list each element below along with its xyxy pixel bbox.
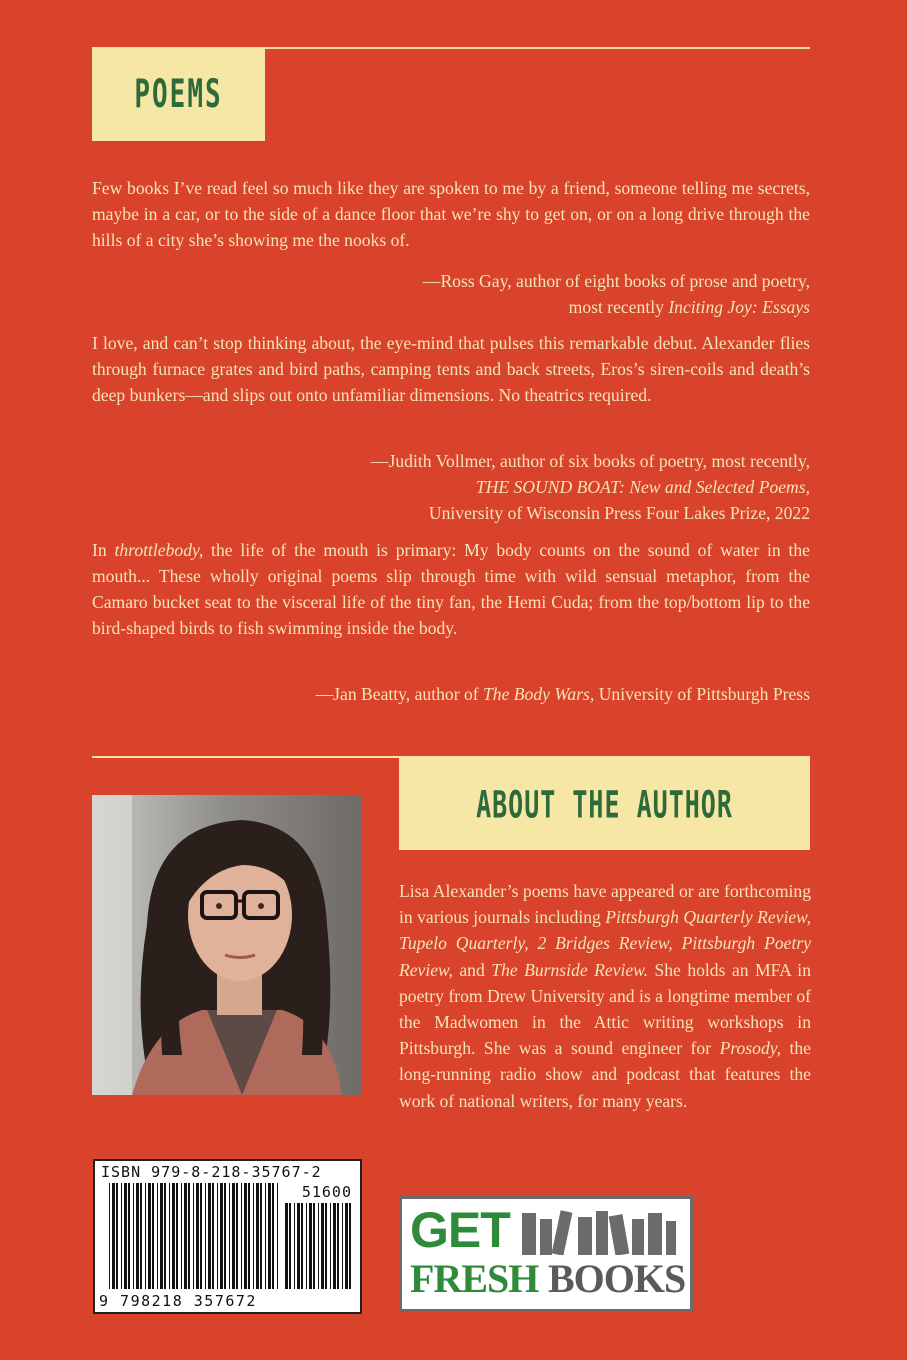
logo-fresh-text: FRESH [410, 1256, 539, 1301]
author-bio: Lisa Alexander’s poems have appeared or are forthcoming in various journals including Pittsburgh Quarterly Review, Tupelo Quarterly, 2 Bridges Review, Pittsburgh Poetry Review, and The Burnside Review. She holds an MFA in poetry from Drew University and is a longtime member of the Madwomen in the Attic writing workshops in Pittsburgh. She was a sound engineer for Prosody, the long-running radio show and podcast that features the work of national writers, for many years. [399, 881, 811, 1111]
books-shelf-icon [520, 1209, 680, 1255]
isbn-barcode [93, 1159, 362, 1314]
blurb-1-attribution: —Ross Gay, author of eight books of prose and poetry, most recently Inciting Joy: Essays [422, 271, 810, 317]
price-barcode-bars-icon [285, 1203, 351, 1289]
blurb-3-quote: In throttlebody, the life of the mouth is primary: My body counts on the sound of water in the mouth... These wholly original poems slip through time with wild sensual metaphor, from the Camaro bucket seat to the visceral life of the tiny fan, the Hemi Cuda; from the top/bottom lip to the bird-shaped birds to fish swimming inside the body. [92, 540, 810, 638]
price-code: 51600 [301, 1183, 352, 1201]
about-label-box [399, 758, 810, 850]
isbn-number: ISBN 979-8-218-35767-2 [101, 1163, 322, 1181]
logo-get-text: GET [410, 1202, 510, 1258]
poems-label-box [92, 49, 265, 141]
blurb-1-quote: Few books I’ve read feel so much like they are spoken to me by a friend, someone telling me secrets, maybe in a car, or to the side of a dance floor that we’re shy to get on, or on a long drive through the hills of a city she’s showing me the nooks of. [92, 178, 810, 250]
poems-label: POEMS [134, 72, 223, 118]
logo-books-text: BOOKS [548, 1256, 686, 1301]
publisher-logo [399, 1196, 693, 1312]
author-photo [92, 795, 362, 1095]
blurb-2-attribution: —Judith Vollmer, author of six books of poetry, most recently, THE SOUND BOAT: New and Selected Poems, University of Wisconsin Press Four Lakes Prize, 2022 [370, 451, 810, 523]
barcode-bars-icon [109, 1183, 279, 1289]
about-label: ABOUT THE AUTHOR [476, 782, 733, 826]
ean-number: 9 798218 357672 [99, 1292, 257, 1310]
author-portrait-icon [92, 795, 362, 1095]
blurb-2-quote: I love, and can’t stop thinking about, the eye-mind that pulses this remarkable debut. Alexander flies through furnace grates and bird paths, camping tents and back streets, Eros’s siren-coils and death’s deep bunkers—and slips out onto unfamiliar dimensions. No theatrics required. [92, 333, 810, 405]
blurb-3-attribution: —Jan Beatty, author of The Body Wars, University of Pittsburgh Press [315, 684, 810, 704]
